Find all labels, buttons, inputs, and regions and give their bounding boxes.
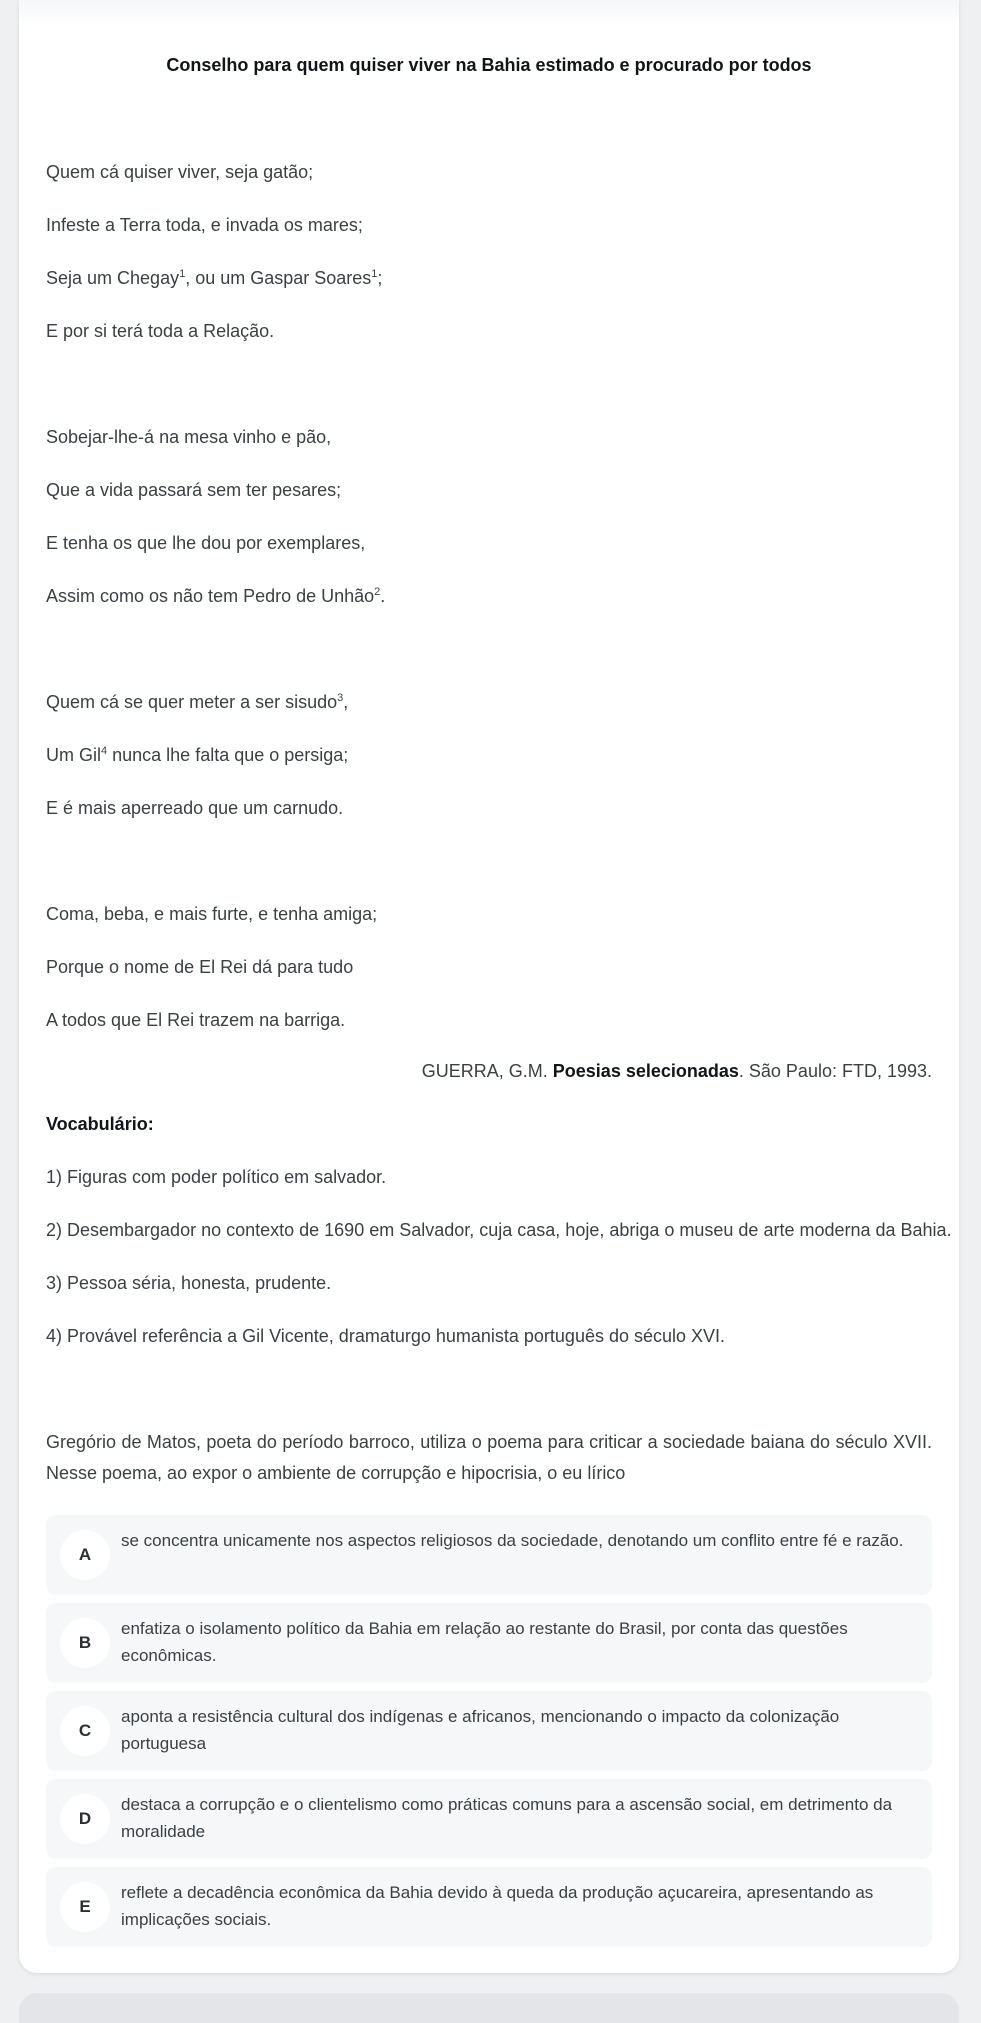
poem-line: Que a vida passará sem ter pesares; <box>46 480 342 500</box>
vocabulary-item: 2) Desembargador no contexto de 1690 em Salvador, cuja casa, hoje, abriga o museu de arte moderna da Bahia. <box>46 1220 952 1240</box>
option-letter: A <box>60 1530 110 1580</box>
footnote-ref: 4 <box>101 745 108 757</box>
question-statement: Gregório de Matos, poeta do período barroco, utiliza o poema para criticar a sociedade baiana do século XVII. Nesse poema, ao expor o ambiente de corrupção e hipocrisia, o eu lírico <box>46 1432 932 1483</box>
poem-line: Assim como os não tem Pedro de Unhão$^2$. <box>46 586 386 606</box>
option-letter: B <box>60 1618 110 1668</box>
answer-option-d[interactable] <box>46 1779 932 1859</box>
option-text: destaca a corrupção e o clientelismo como práticas comuns para a ascensão social, em detrimento da moralidade <box>121 1795 893 1841</box>
footnote-ref: 2 <box>374 586 381 598</box>
card-top-edge <box>19 0 959 26</box>
option-letter: D <box>60 1794 110 1844</box>
poem-title: Conselho para quem quiser viver na Bahia estimado e procurado por todos <box>166 55 812 75</box>
poem-line: Quem cá se quer meter a ser sisudo$^3$, <box>46 692 349 712</box>
answer-option-c[interactable] <box>46 1691 932 1771</box>
answer-option-b[interactable] <box>46 1603 932 1683</box>
poem-line: Um Gil$^4$ nunca lhe falta que o persiga; <box>46 745 349 765</box>
poem-line: Seja um Chegay$^1$, ou um Gaspar Soares$^1$; <box>46 268 383 288</box>
answer-option-e[interactable] <box>46 1867 932 1947</box>
option-letter: C <box>60 1706 110 1756</box>
poem-line: A todos que El Rei trazem na barriga. <box>46 1010 346 1030</box>
option-text: enfatiza o isolamento político da Bahia em relação ao restante do Brasil, por conta das questões econômicas. <box>121 1619 848 1665</box>
vocabulary-item: 1) Figuras com poder político em salvador. <box>46 1167 387 1187</box>
option-text: reflete a decadência econômica da Bahia devido à queda da produção açucareira, apresentando as implicações sociais. <box>121 1883 874 1929</box>
poem-line: Coma, beba, e mais furte, e tenha amiga; <box>46 904 378 924</box>
footnote-ref: 3 <box>337 692 344 704</box>
poem-line: Quem cá quiser viver, seja gatão; <box>46 162 314 182</box>
citation-work: Poesias selecionadas <box>552 1061 739 1081</box>
poem-line: Sobejar-lhe-á na mesa vinho e pão, <box>46 427 332 447</box>
vocabulary-item: 4) Provável referência a Gil Vicente, dramaturgo humanista português do século XVI. <box>46 1326 726 1346</box>
vocabulary-title: Vocabulário: <box>46 1114 154 1134</box>
footnote-ref: 1 <box>371 268 378 280</box>
poem-line: Porque o nome de El Rei dá para tudo <box>46 957 354 977</box>
poem-line: E tenha os que lhe dou por exemplares, <box>46 533 366 553</box>
answer-option-a[interactable] <box>46 1515 932 1595</box>
option-letter: E <box>60 1882 110 1932</box>
poem-line: Infeste a Terra toda, e invada os mares; <box>46 215 363 235</box>
option-text: se concentra unicamente nos aspectos religiosos da sociedade, denotando um conflito entre fé e razão. <box>121 1531 904 1550</box>
option-text: aponta a resistência cultural dos indígenas e africanos, mencionando o impacto da colonização portuguesa <box>121 1707 840 1753</box>
poem-line: E por si terá toda a Relação. <box>46 321 275 341</box>
poem-line: E é mais aperreado que um carnudo. <box>46 798 344 818</box>
citation: GUERRA, G.M. Poesias selecionadas. São Paulo: FTD, 1993. <box>421 1061 932 1081</box>
question-card <box>19 0 959 1973</box>
vocabulary-item: 3) Pessoa séria, honesta, prudente. <box>46 1273 332 1293</box>
next-card-edge <box>19 1993 959 2023</box>
footnote-ref: 1 <box>179 268 186 280</box>
